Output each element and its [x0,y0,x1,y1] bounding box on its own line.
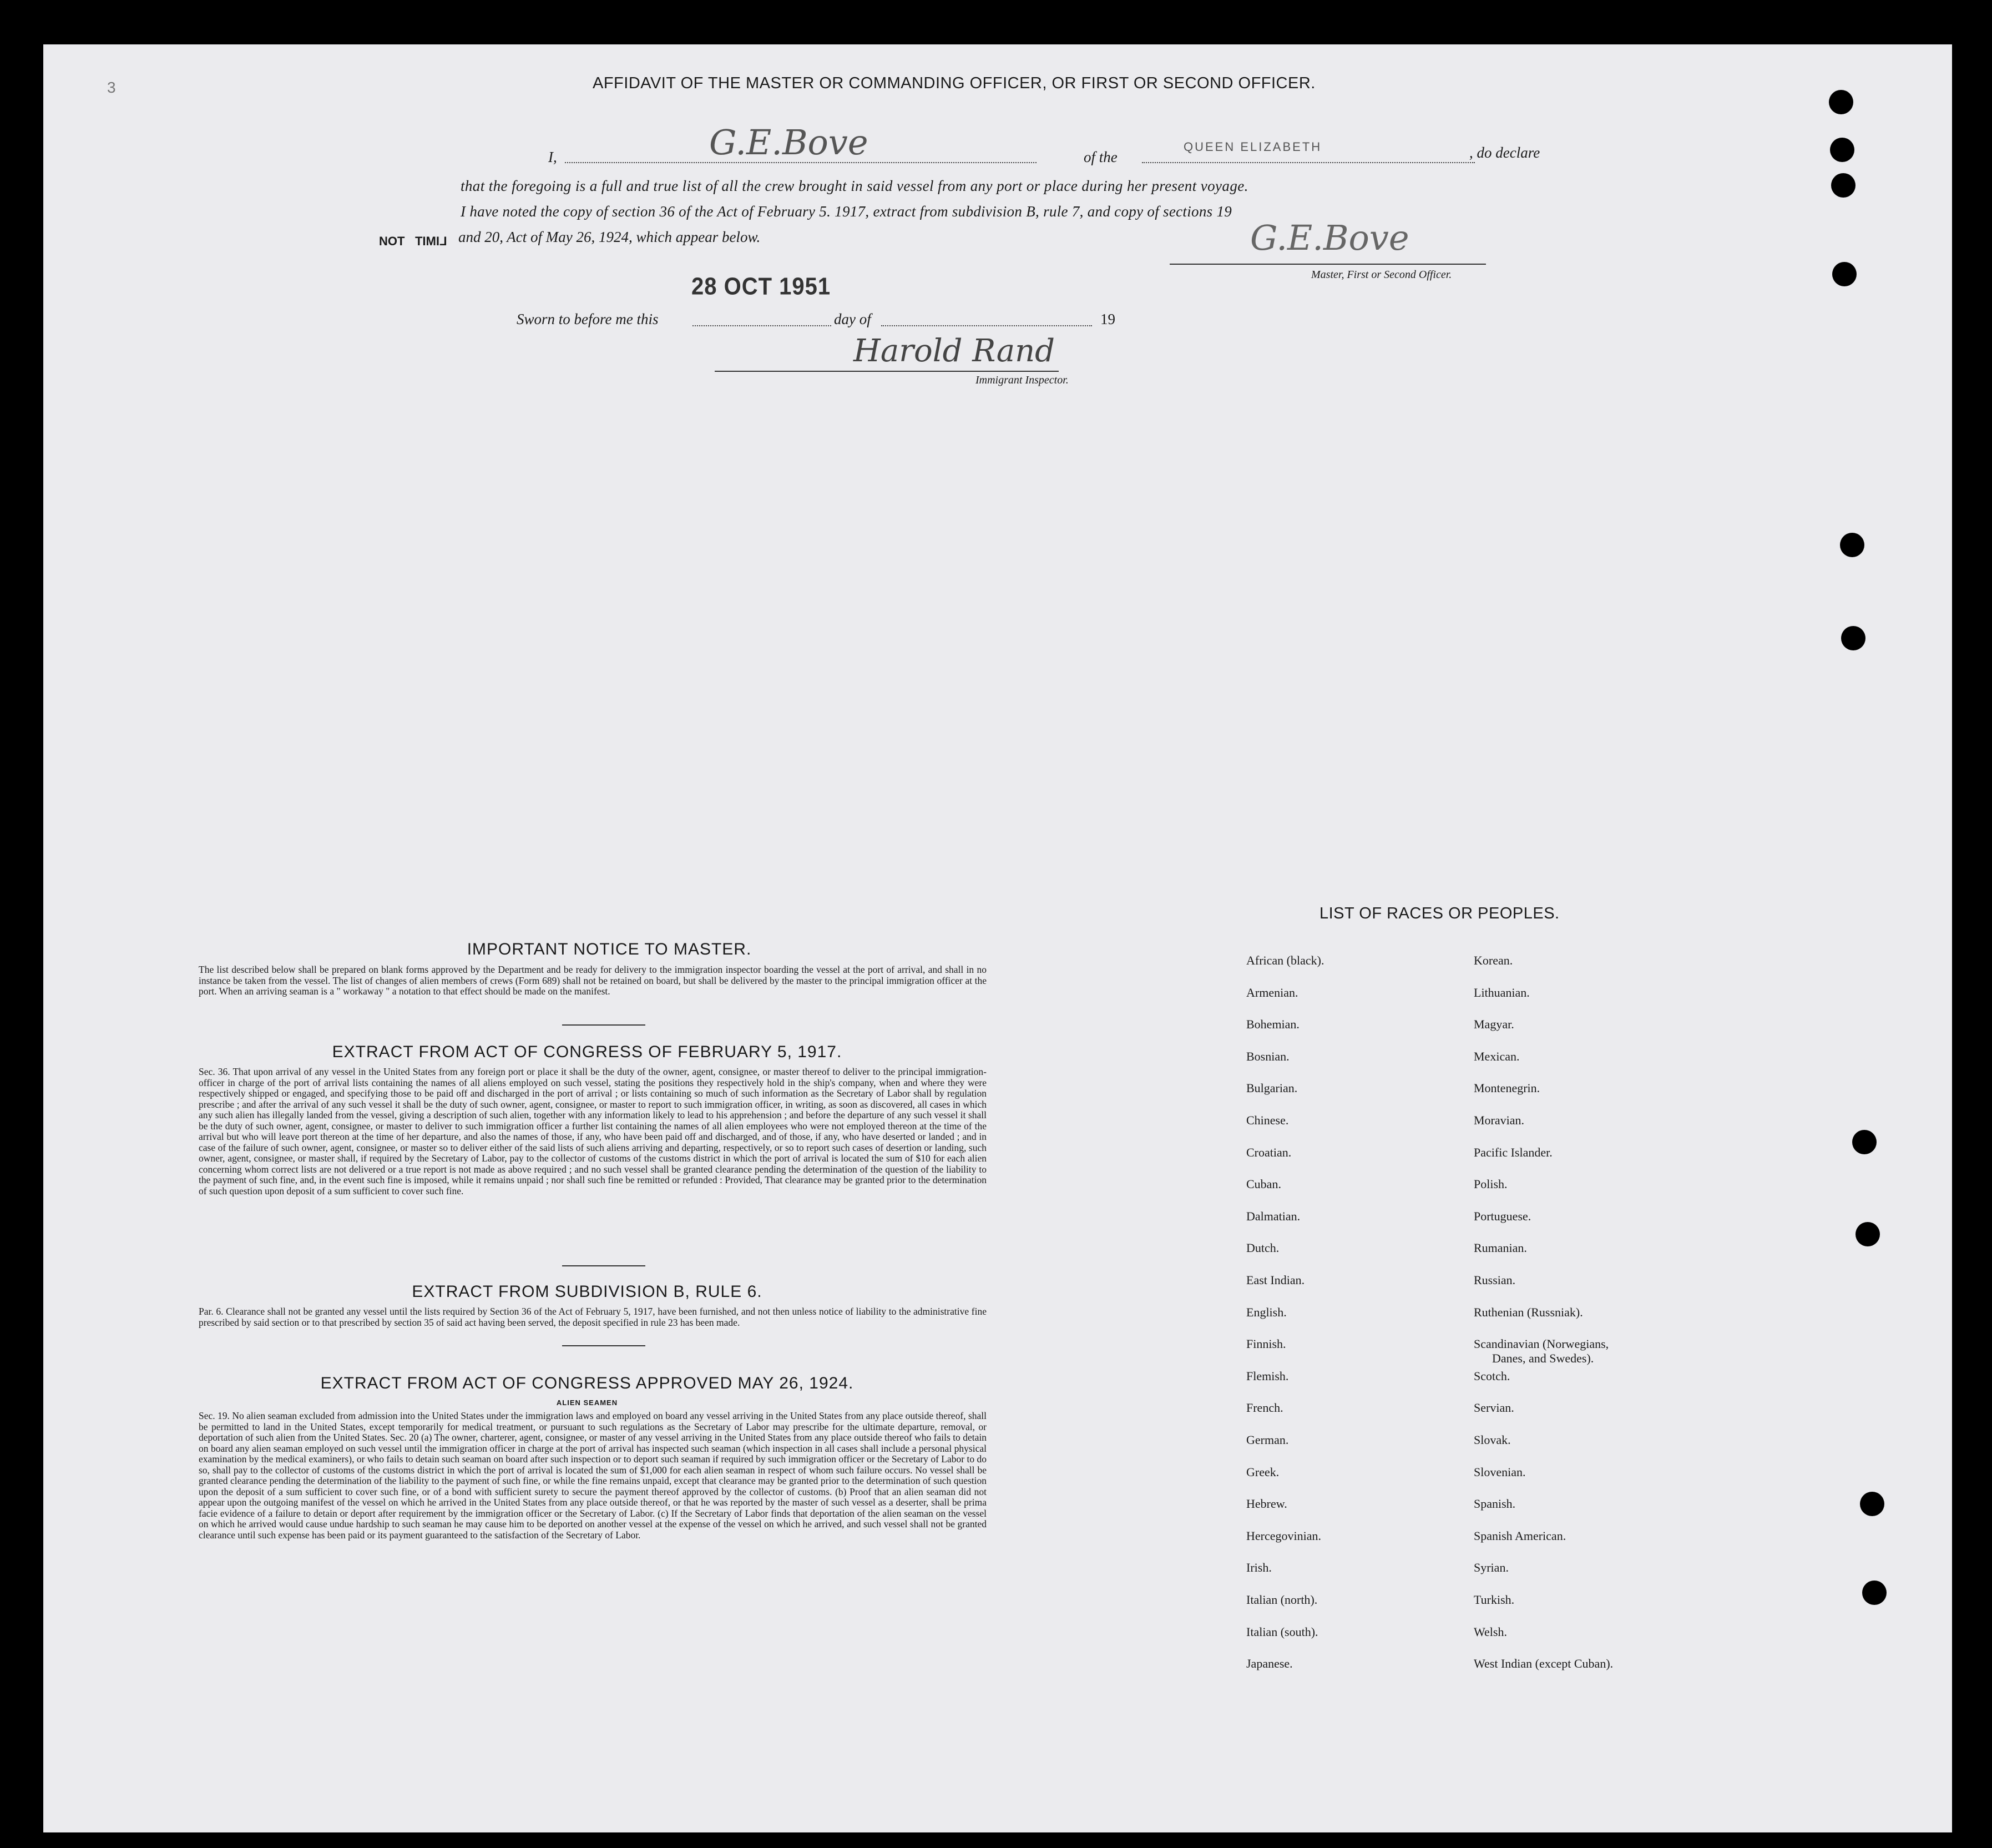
subdivision-b-text: Par. 6. Clearance shall not be granted any vessel until the lists required by Section 36 of the Act of February 5, 1917, have been furnished, and not then unless notice of liability to the administrative fine prescribed by said section or to that prescribed by section 35 of said act having been served, the deposit specified in rule 23 has been made. [199,1306,987,1328]
race-item-right: Spanish. [1474,1497,1516,1511]
race-item-right: Polish. [1474,1177,1508,1191]
vessel-name: QUEEN ELIZABETH [1184,140,1322,154]
extract-1917-title: EXTRACT FROM ACT OF CONGRESS OF FEBRUARY 5, 1917. [332,1043,842,1061]
race-item-right: Scotch. [1474,1369,1510,1383]
sworn-day-line [692,325,831,326]
race-item-right: Scandinavian (Norwegians, Danes, and Swedes). [1474,1337,1609,1366]
master-signature-line [1170,264,1486,265]
sworn-month-line [881,325,1092,326]
race-item-right: Slovenian. [1474,1465,1526,1479]
binder-hole [1862,1581,1887,1605]
race-item-left: Greek. [1246,1465,1280,1479]
race-item-left: Hercegovinian. [1246,1528,1321,1543]
stamp-not: NOT [379,234,405,248]
race-item-right: Pacific Islander. [1474,1145,1553,1159]
inspector-caption: Immigrant Inspector. [975,374,1069,386]
races-title: LIST OF RACES OR PEOPLES. [1319,905,1560,922]
separator [562,1024,645,1026]
binder-hole [1856,1222,1880,1246]
race-item-right: Welsh. [1474,1624,1507,1639]
binder-hole [1841,626,1865,650]
of-the-label: of the [1084,149,1118,165]
race-item-left: Croatian. [1246,1145,1292,1159]
subdivision-b-title: EXTRACT FROM SUBDIVISION B, RULE 6. [412,1283,762,1301]
race-item-right: Slovak. [1474,1433,1511,1447]
race-item-left: Hebrew. [1246,1497,1287,1511]
race-item-left: Bulgarian. [1246,1081,1298,1095]
race-item-right: Russian. [1474,1273,1516,1287]
affidavit-i-label: I, [548,149,557,165]
extract-1924-text: Sec. 19. No alien seaman excluded from admission into the United States under the immigration laws and employed on board any vessel arriving in the United States from any place outside thereof, shall be permitted to land in the United States, except temporarily for medical treatment, or pursuant to such regulations as the Secretary of Labor may prescribe for the ultimate departure, removal, or deportation of such alien from the United States. Sec. 20 (a) The owner, charterer, agent, consignee, or master of any vessel arriving in the United States from any place outside thereof who fails to detain on board any alien seaman employed on such vessel until the immigration officer in charge at the port of arrival has inspected such seaman (which inspection in all cases shall include a personal physical examination by the medical examiners), or who fails to detain such seaman on board after such inspection or to deport such seaman if required by such immigration officer or the Secretary of Labor to do so, shall pay to the collector of customs of the customs district in which the port of arrival is located the sum of $1,000 for each alien seaman in respect of whom such failure occurs. No vessel shall be granted clearance pending the determination of the liability to the payment of such fine, or while the fine remains unpaid, except that clearance may be granted prior to the determination of such question upon the deposit of a sum sufficient to cover such fine, or of a bond with sufficient surety to secure the payment thereof approved by the collector of customs. (b) Proof that an alien seaman did not appear upon the outgoing manifest of the vessel on which he arrived in the United States from any place outside thereof, or that he was reported by the master of such vessel as a deserter, shall be prima facie evidence of a failure to detain or deport after requirement by the immigration officer or the Secretary of Labor. (c) If the Secretary of Labor finds that deportation of the alien seaman on the vessel on which he arrived would cause undue hardship to such seaman he may cause him to be deported on another vessel at the expense of the vessel on which he arrived, and such vessel shall not be granted clearance until such expense has been paid or its payment guaranteed to the satisfaction of the Secretary of Labor. [199,1410,987,1541]
race-item-left: Cuban. [1246,1177,1281,1191]
declarant-signature: G.E.Bove [709,122,868,163]
do-declare-label: , do declare [1469,144,1540,161]
binder-hole [1829,90,1853,114]
binder-hole [1840,533,1864,557]
race-item-right: Moravian. [1474,1113,1525,1127]
stamp-reversed: LIMIT [415,234,447,248]
race-item-right: Magyar. [1474,1017,1514,1032]
race-item-right: Syrian. [1474,1561,1509,1575]
notice-text: The list described below shall be prepared on blank forms approved by the Department and be ready for delivery to the immigration inspector boarding the vessel at the port of arrival, and shall in no instance be taken from the vessel. The list of changes of alien members of crews (Form 689) shall not be retained on board, but shall be delivered by the master to the principal immigration officer at the port. When an arriving seaman is a " workaway " a notation to that effect should be made on the manifest. [199,964,987,997]
race-item-right: Rumanian. [1474,1241,1527,1255]
race-item-right: Lithuanian. [1474,985,1530,999]
race-item-left: Finnish. [1246,1337,1286,1351]
race-item-left: Dutch. [1246,1241,1280,1255]
binder-hole [1832,262,1857,286]
notice-title: IMPORTANT NOTICE TO MASTER. [467,940,752,958]
affidavit-line-3: I have noted the copy of section 36 of the Act of February 5. 1917, extract from subdivision B, rule 7, and copy of sections 19 [461,203,1232,220]
inspector-signature: Harold Rand [853,333,1055,369]
day-of-label: day of [834,311,871,327]
race-item-right: Montenegrin. [1474,1081,1540,1095]
inspector-signature-line [715,371,1059,372]
affidavit-line-2: that the foregoing is a full and true list of all the crew brought in said vessel from any port or place during her present voyage. [461,178,1248,194]
extract-1917-text: Sec. 36. That upon arrival of any vessel in the United States from any foreign port or place it shall be the duty of the owner, agent, consignee, or master thereof to deliver to the principal immigration-officer in charge of the port of arrival lists containing the names of all aliens employed on such vessel, stating the positions they respectively hold in the ship's company, when and where they were respectively shipped or engaged, and specifying those to be paid off and discharged in the port of arrival ; or lists containing so much of such information as the Secretary of Labor shall by regulation prescribe ; and after the arrival of any such vessel it shall be the duty of such owner, agent, consignee, or master to report to such immigration officer, in writing, as soon as discovered, all cases in which any such alien has illegally landed from the vessel, giving a description of such alien, together with any information likely to lead to his apprehension ; and before the departure of any such vessel it shall be the duty of such owner, agent, consignee, or master to deliver to such immigration officer a further list containing the names of all alien employees who were not employed thereon at the time of the arrival but who will leave port thereon at the time of her departure, and also the names of those, if any, who have been paid off and discharged, and of those, if any, who have deserted or landed ; and in case of the failure of such owner, agent, consignee, or master so to deliver either of the said lists of such aliens arriving and departing, respectively, or so to report such cases of desertion or landing, such owner, agent, consignee, or master shall, if required by the Secretary of Labor, pay to the collector of customs of the customs district in which the port of arrival is located the sum of $10 for each alien concerning whom correct lists are not delivered or a true report is not made as above required ; and no such vessel shall be granted clearance pending the determination of the question of the liability to the payment of such fine, and, in the event such fine is imposed, while it remains unpaid ; nor shall such fine be remitted or refunded : Provided, That clearance may be granted prior to the determination of such question upon deposit of a sum sufficient to cover such fine. [199,1066,987,1196]
race-item-left: Bohemian. [1246,1017,1300,1032]
binder-hole [1852,1130,1877,1154]
race-item-right: Korean. [1474,953,1513,967]
race-item-left: Italian (north). [1246,1593,1318,1607]
race-item-left: Italian (south). [1246,1624,1318,1639]
extract-1924-subtitle: ALIEN SEAMEN [556,1398,618,1407]
document-page [43,44,1952,1832]
race-item-right: Spanish American. [1474,1528,1566,1543]
race-item-left: East Indian. [1246,1273,1305,1287]
race-item-left: English. [1246,1305,1287,1319]
affidavit-line-4: and 20, Act of May 26, 1924, which appear below. [458,229,761,245]
race-item-left: Japanese. [1246,1657,1293,1671]
race-item-left: Flemish. [1246,1369,1289,1383]
year-prefix: 19 [1100,311,1115,327]
race-item-left: Irish. [1246,1561,1272,1575]
race-item-right: Turkish. [1474,1593,1515,1607]
race-item-left: French. [1246,1401,1283,1415]
race-item-left: Armenian. [1246,985,1298,999]
race-item-right: Mexican. [1474,1049,1520,1063]
separator [562,1345,645,1346]
affidavit-title: AFFIDAVIT OF THE MASTER OR COMMANDING OFFICER, OR FIRST OR SECOND OFFICER. [593,74,1316,92]
race-item-left: Dalmatian. [1246,1209,1301,1223]
race-item-left: Chinese. [1246,1113,1289,1127]
extract-1924-title: EXTRACT FROM ACT OF CONGRESS APPROVED MAY 26, 1924. [320,1374,854,1392]
vessel-name-line [1142,162,1475,163]
race-item-right: Portuguese. [1474,1209,1531,1223]
race-item-right: Servian. [1474,1401,1514,1415]
master-signature: G.E.Bove [1250,218,1409,258]
page-mark: 3 [107,79,116,96]
race-item-left: Bosnian. [1246,1049,1290,1063]
date-stamp: 28 OCT 1951 [691,272,831,300]
binder-hole [1831,173,1856,198]
binder-hole [1860,1492,1884,1516]
race-item-left: African (black). [1246,953,1324,967]
race-item-right: Ruthenian (Russniak). [1474,1305,1583,1319]
separator [562,1265,645,1266]
sworn-label: Sworn to before me this [517,311,659,327]
binder-hole [1830,138,1854,162]
race-item-right: West Indian (except Cuban). [1474,1657,1614,1671]
race-item-left: German. [1246,1433,1289,1447]
master-caption: Master, First or Second Officer. [1311,269,1452,281]
